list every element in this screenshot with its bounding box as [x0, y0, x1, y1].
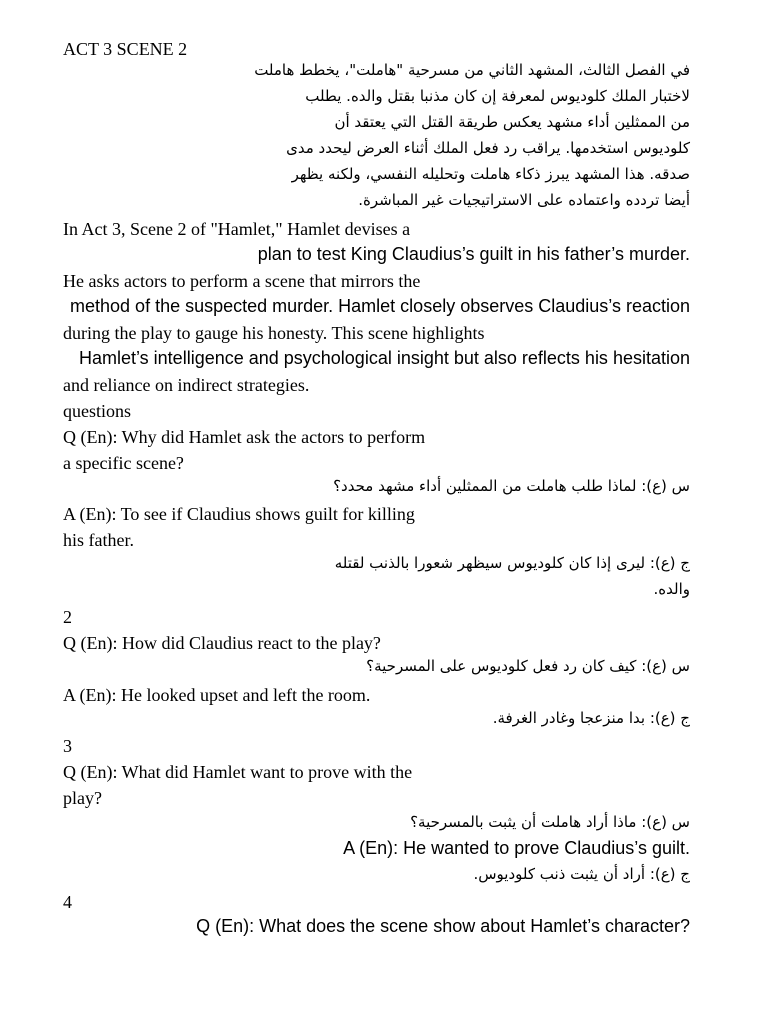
answer-en: A (En): To see if Claudius shows guilt for killing — [63, 504, 415, 524]
english-summary-line: plan to test King Claudius’s guilt in his father’s murder. — [257, 244, 690, 264]
answer-ar: ج (ع): أراد أن يثبت ذنب كلوديوس. — [473, 865, 690, 883]
question-ar: س (ع): ماذا أراد هاملت أن يثبت بالمسرحية؟ — [410, 813, 690, 831]
english-summary-line: In Act 3, Scene 2 of "Hamlet," Hamlet devises a — [63, 219, 411, 239]
answer-ar: ج (ع): ليرى إذا كان كلوديوس سيظهر شعورا بالذنب لقتله — [334, 554, 690, 572]
arabic-summary-line: في الفصل الثالث، المشهد الثاني من مسرحية "هاملت"، يخطط هاملت — [254, 61, 690, 79]
answer-ar: والده. — [653, 580, 690, 598]
answer-en: his father. — [63, 530, 134, 550]
scene-heading: ACT 3 SCENE 2 — [63, 39, 188, 59]
question-ar: س (ع): كيف كان رد فعل كلوديوس على المسرحية؟ — [366, 657, 690, 675]
arabic-summary-line: كلوديوس استخدمها. يراقب رد فعل الملك أثناء العرض ليحدد مدى — [286, 139, 690, 157]
question-en: play? — [63, 788, 102, 808]
question-en: Q (En): What did Hamlet want to prove with the — [63, 762, 413, 782]
arabic-summary-line: لاختبار الملك كلوديوس لمعرفة إن كان مذنبا بقتل والده. يطلب — [305, 87, 690, 105]
english-summary-line: and reliance on indirect strategies. — [63, 375, 310, 395]
questions-label: questions — [63, 401, 132, 421]
arabic-summary-line: أيضا تردده واعتماده على الاستراتيجيات غير المباشرة. — [358, 191, 690, 209]
question-number: 3 — [63, 736, 72, 756]
question-en: a specific scene? — [63, 453, 184, 473]
arabic-summary-line: صدقه. هذا المشهد يبرز ذكاء هاملت وتحليله النفسي، ولكنه يظهر — [291, 165, 690, 183]
question-en: Q (En): What does the scene show about Hamlet’s character? — [196, 916, 690, 936]
answer-ar: ج (ع): بدا منزعجا وغادر الغرفة. — [492, 709, 690, 727]
question-ar: س (ع): لماذا طلب هاملت من الممثلين أداء مشهد محدد؟ — [333, 477, 690, 495]
english-summary-line: method of the suspected murder. Hamlet closely observes Claudius’s reaction — [70, 296, 690, 316]
english-summary-line: He asks actors to perform a scene that mirrors the — [63, 271, 421, 291]
answer-en: A (En): He looked upset and left the room. — [63, 685, 371, 705]
english-summary-line: during the play to gauge his honesty. This scene highlights — [63, 323, 485, 343]
arabic-summary-line: من الممثلين أداء مشهد يعكس طريقة القتل التي يعتقد أن — [334, 113, 690, 131]
question-number: 4 — [63, 892, 72, 912]
question-number: 2 — [63, 607, 72, 627]
answer-en: A (En): He wanted to prove Claudius’s guilt. — [343, 838, 690, 858]
english-summary-line: Hamlet’s intelligence and psychological insight but also reflects his hesitation — [78, 348, 690, 368]
question-en: Q (En): How did Claudius react to the play? — [63, 633, 381, 653]
question-en: Q (En): Why did Hamlet ask the actors to perform — [63, 427, 426, 447]
